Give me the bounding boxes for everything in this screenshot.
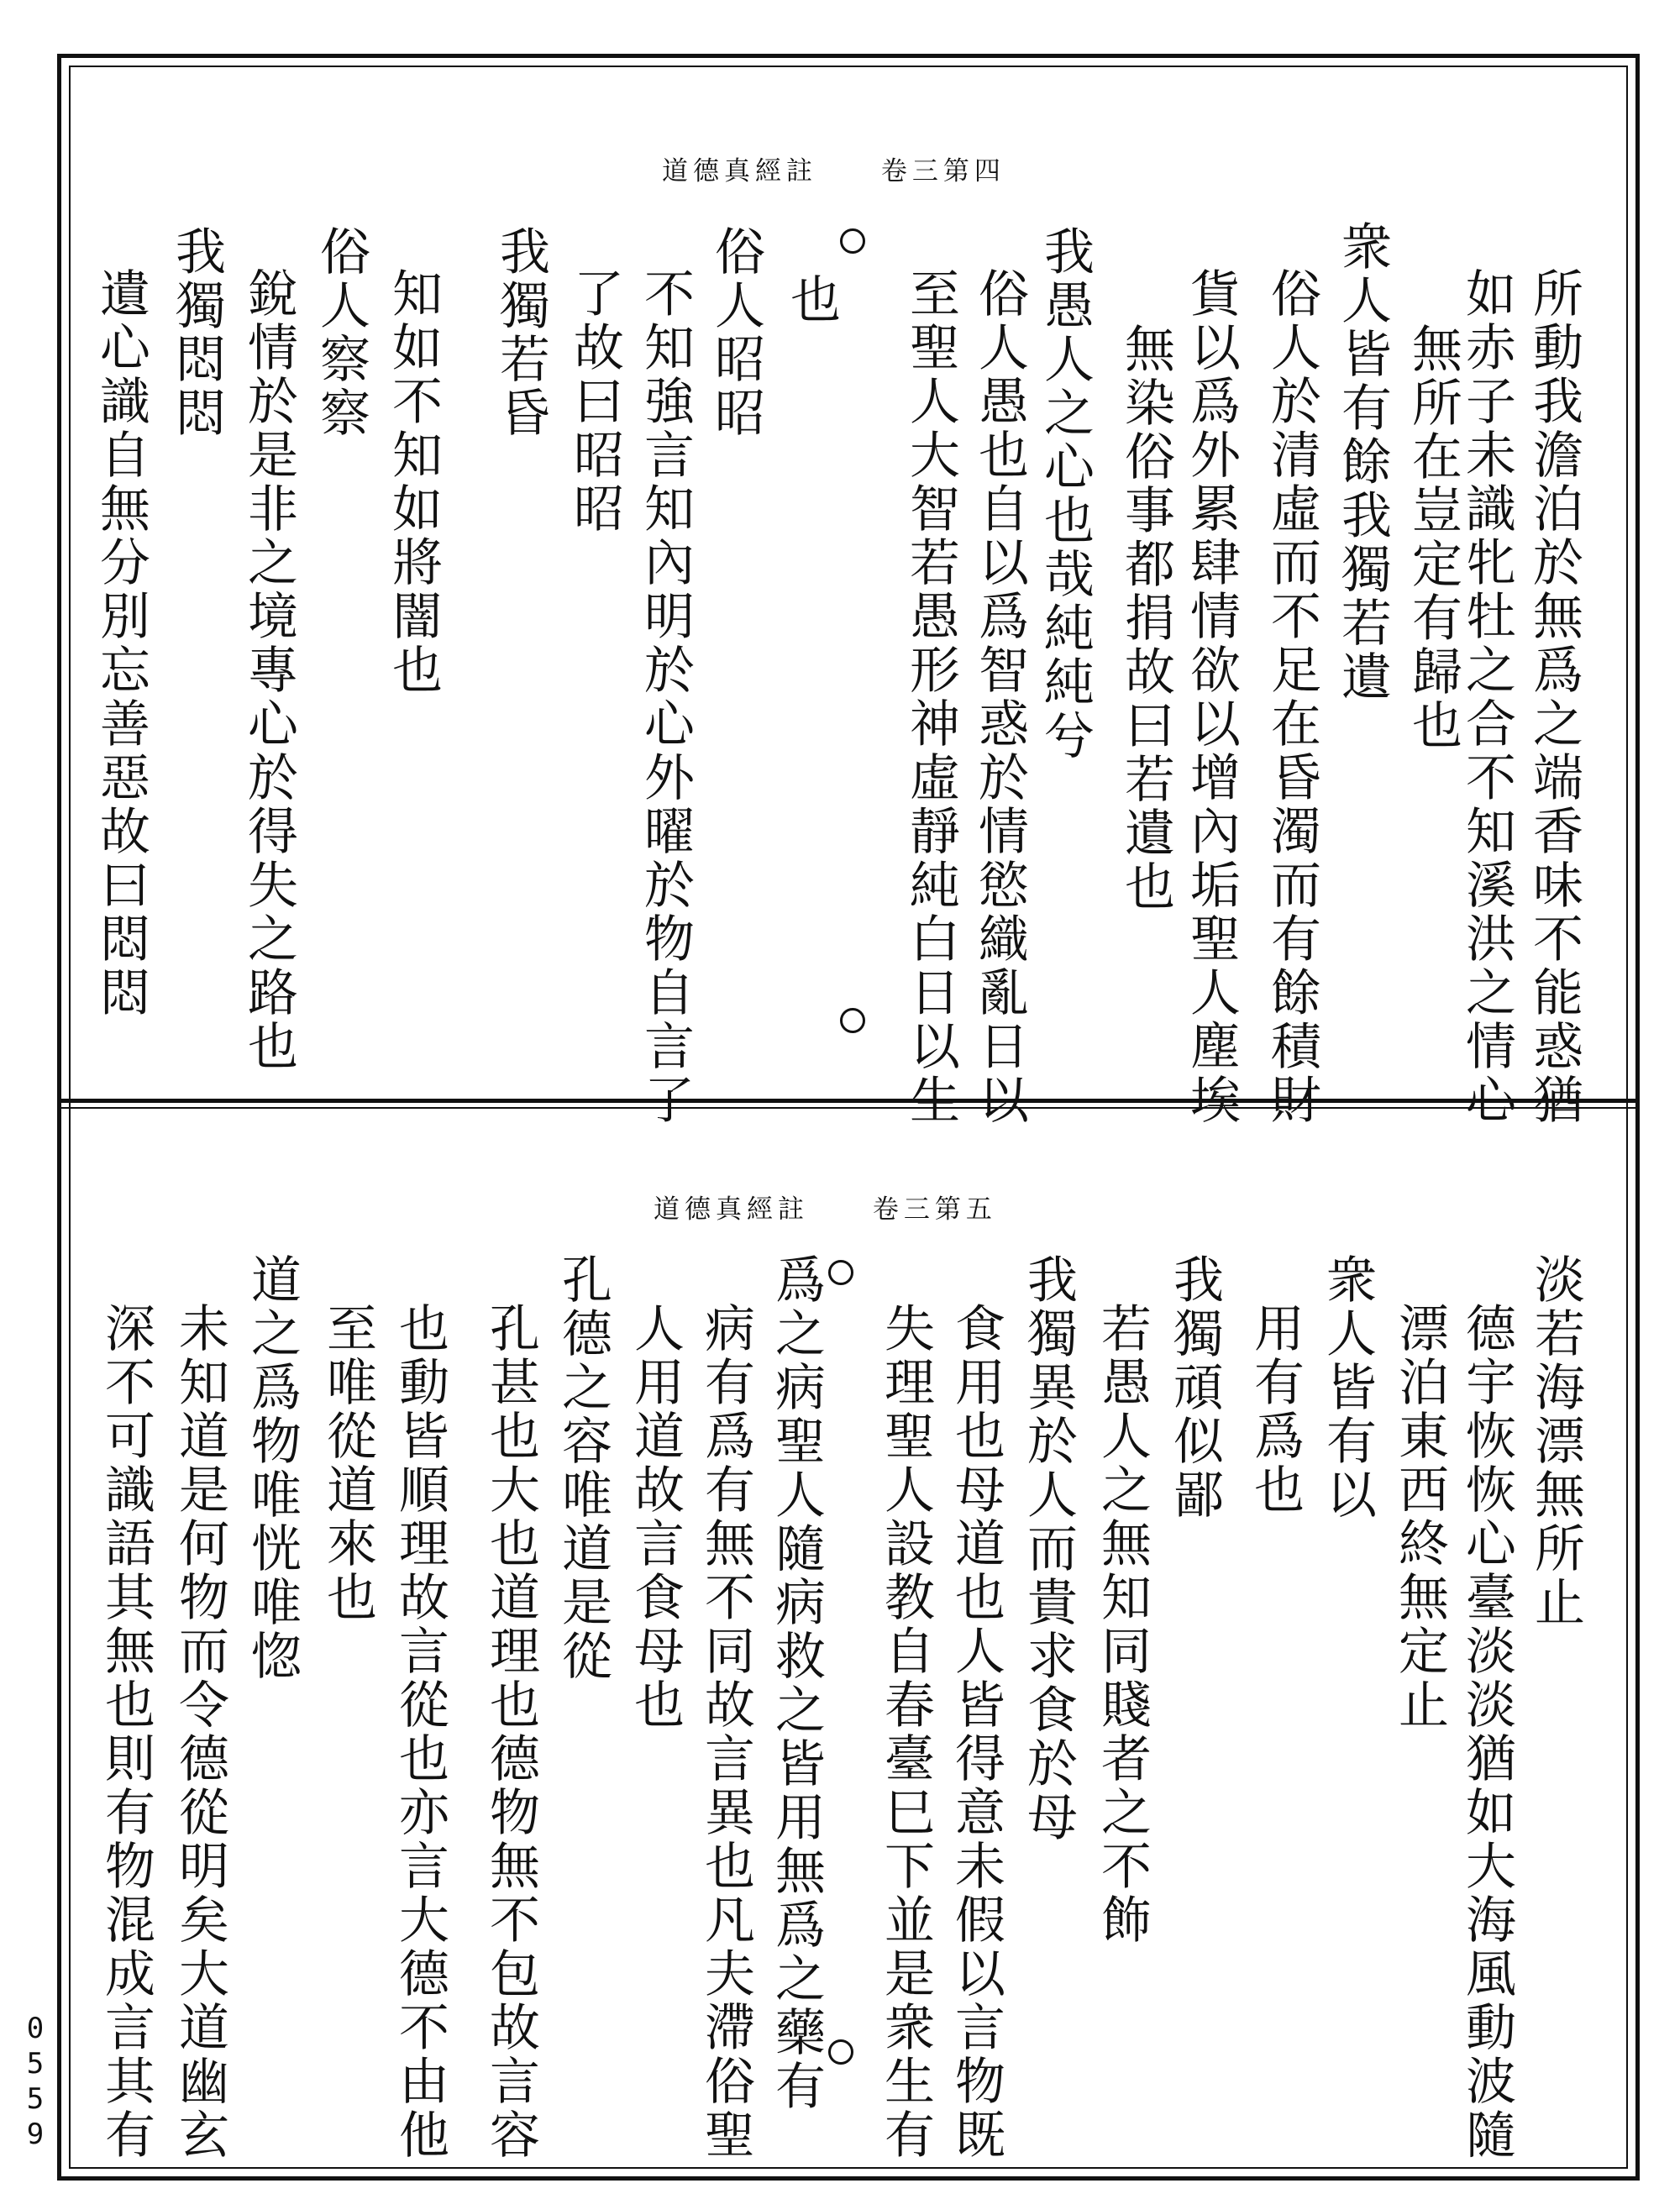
text-column: 銳情於是非之境專心於得失之路也 (239, 267, 298, 1073)
text-column: 爲之病聖人隨病救之皆用無爲之藥有 (767, 1253, 826, 2113)
text-column: 所動我澹泊於無爲之端香味不能惑猶 (1525, 267, 1583, 1127)
text-column: 了故曰昭昭 (565, 267, 624, 536)
text-column: 知如不知如將闇也 (384, 267, 443, 697)
text-column: 無染俗事都捐故曰若遺也 (1116, 323, 1175, 914)
text-column: 遺心識自無分別忘善惡故曰悶悶 (92, 267, 150, 1020)
text-column: 不知強言知內明於心外曜於物自言了 (636, 267, 695, 1127)
text-column: 也 (782, 273, 841, 327)
text-column: 俗人察察 (312, 225, 370, 440)
text-column: 我獨若昏 (491, 225, 550, 440)
text-column: 用有爲也 (1246, 1302, 1305, 1517)
punctuation-circle (840, 228, 865, 254)
text-column: 淡若海漂無所止 (1526, 1253, 1585, 1630)
text-column: 貨以爲外累肆情欲以增內垢聖人塵埃 (1182, 267, 1241, 1127)
text-column: 至聖人大智若愚形神虛靜純白日以生 (901, 267, 960, 1127)
panel-divider-thin (57, 1107, 1640, 1109)
volume-label: 卷三第五 (872, 1194, 997, 1225)
book-title: 道德真經註 (654, 1194, 809, 1225)
text-column: 德宇恢恢心臺淡淡猶如大海風動波隨 (1457, 1302, 1516, 2162)
text-column: 俗人愚也自以爲智惑於情慾織亂日以 (970, 267, 1029, 1127)
text-column: 若愚人之無知同賤者之不飾 (1093, 1302, 1152, 1947)
text-column: 漂泊東西終無定止 (1390, 1302, 1449, 1732)
text-column: 也動皆順理故言從也亦言大德不由他 (391, 1302, 449, 2162)
text-column: 未知道是何物而令德從明矣大道幽玄 (171, 1302, 229, 2162)
book-title: 道德真經註 (662, 156, 817, 186)
text-column: 道之爲物唯恍唯惚 (243, 1253, 302, 1683)
text-column: 我獨頑似鄙 (1165, 1253, 1224, 1522)
running-header (654, 1188, 997, 1225)
punctuation-circle (828, 1260, 853, 1285)
text-column: 病有爲有無不同故言異也凡夫滯俗聖 (696, 1302, 755, 2162)
text-column: 至唯從道來也 (318, 1302, 377, 1624)
panel-divider (57, 1099, 1640, 1103)
text-column: 食用也母道也人皆得意未假以言物既 (947, 1302, 1005, 2162)
text-column: 人用道故言食母也 (626, 1302, 685, 1732)
text-column: 我愚人之心也哉純純兮 (1036, 225, 1095, 763)
text-column: 俗人於清虛而不足在昏濁而有餘積財 (1263, 267, 1321, 1127)
text-column: 衆人皆有餘我獨若遺 (1333, 220, 1392, 704)
volume-label: 卷三第四 (880, 156, 1005, 186)
text-column: 無所在豈定有歸也 (1404, 323, 1462, 753)
text-column: 俗人昭昭 (706, 225, 765, 440)
text-column: 我獨悶悶 (167, 225, 226, 440)
text-column: 孔甚也大也道理也德物無不包故言容 (481, 1302, 540, 2162)
text-column: 如赤子未識牝牡之合不知溪洪之情心 (1457, 267, 1516, 1127)
page-number: 0559 (18, 2012, 52, 2153)
inner-page-frame (69, 66, 1628, 2169)
running-header (662, 150, 1005, 187)
punctuation-circle (840, 1008, 865, 1033)
punctuation-circle (828, 2039, 853, 2065)
text-column: 孔德之容唯道是從 (554, 1253, 612, 1683)
text-column: 我獨異於人而貴求食於母 (1019, 1253, 1078, 1845)
text-column: 深不可識語其無也則有物混成言其有 (97, 1302, 155, 2162)
text-column: 失理聖人設教自春臺巳下並是衆生有 (876, 1302, 935, 2162)
text-column: 衆人皆有以 (1318, 1253, 1377, 1522)
